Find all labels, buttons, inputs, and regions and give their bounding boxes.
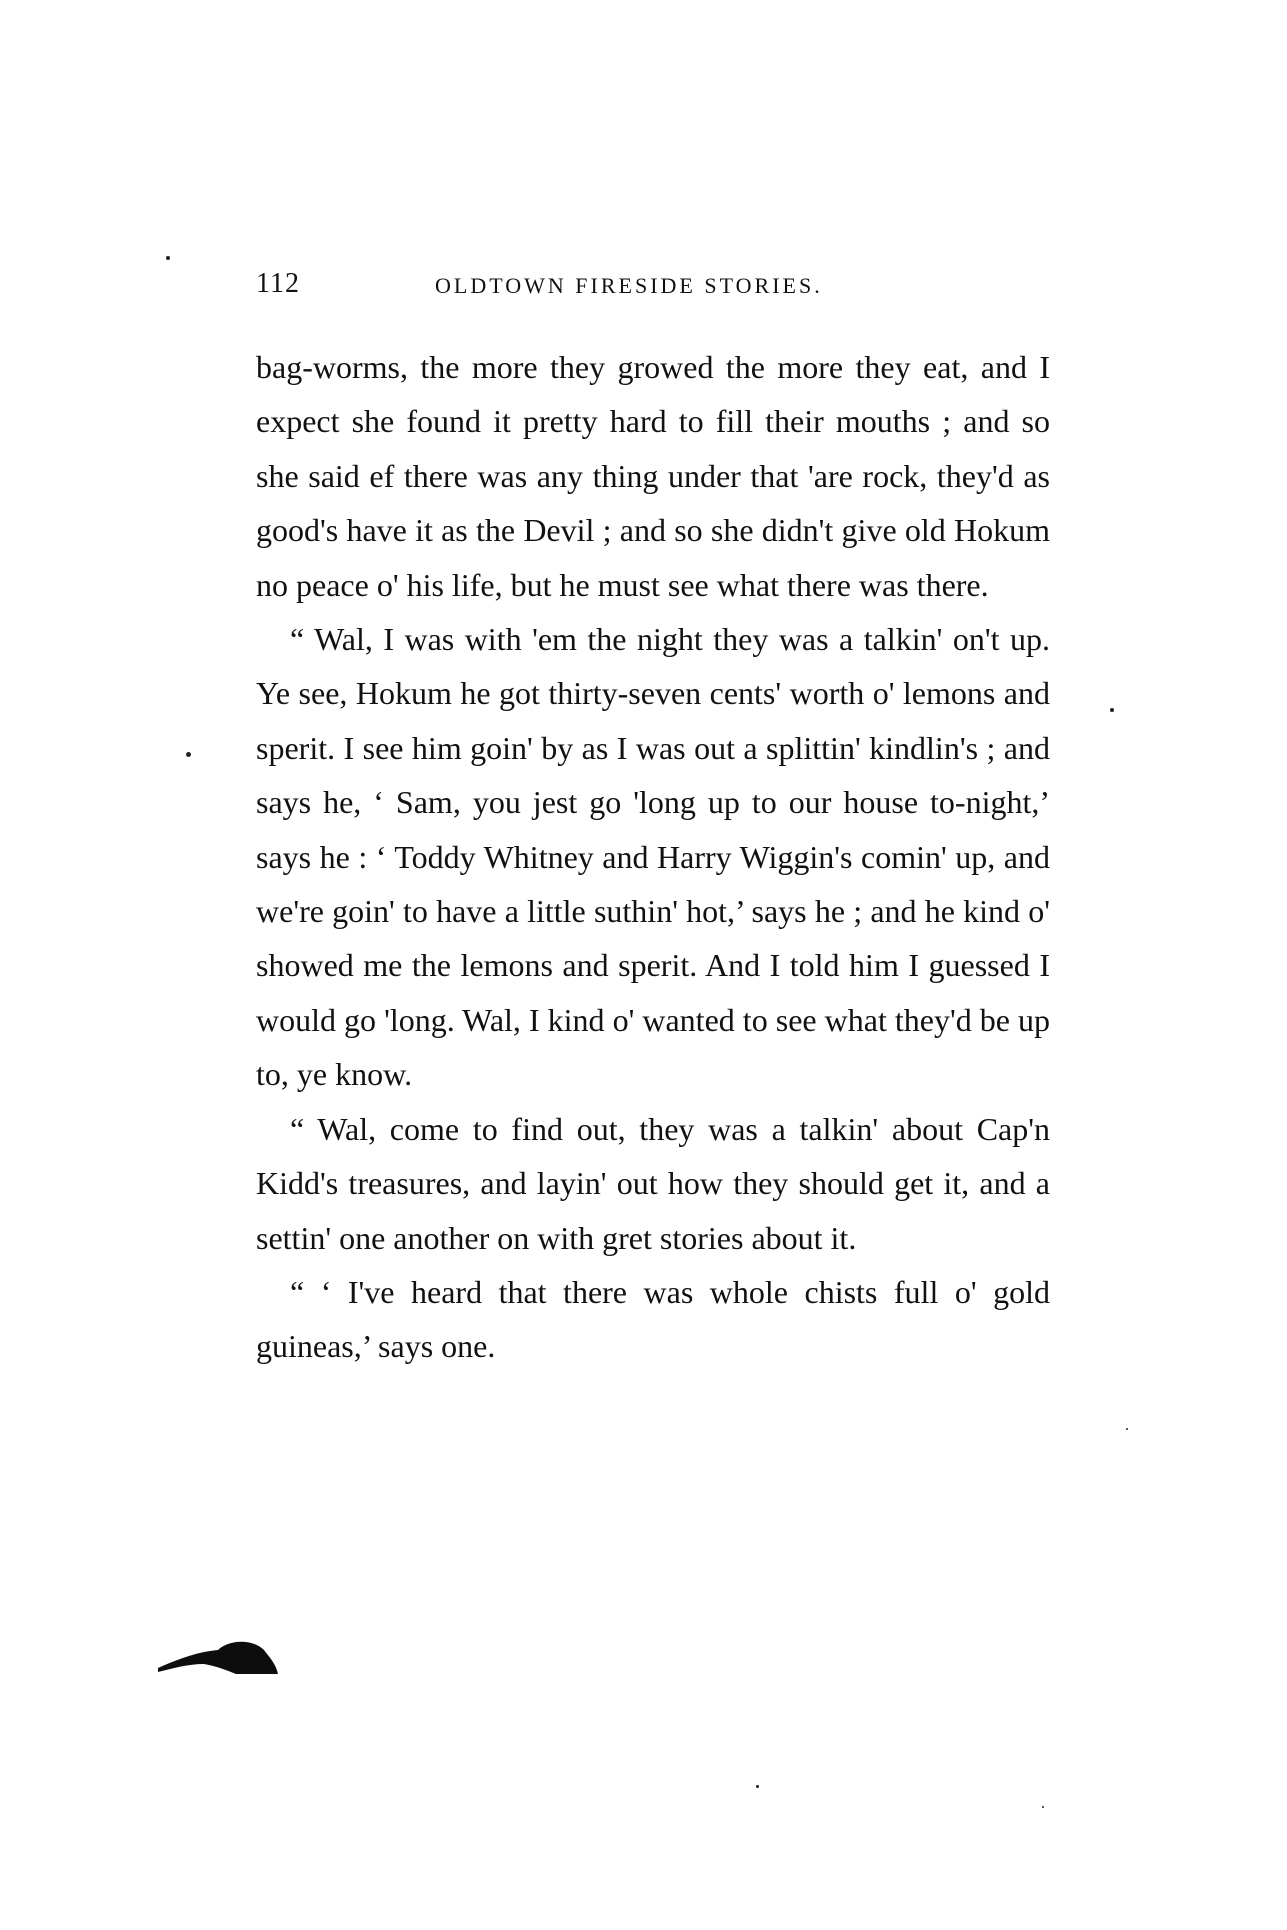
- scan-speck: [186, 752, 191, 757]
- paragraph-4: “ ‘ I've heard that there was whole chists full o' gold guineas,’ says one.: [256, 1273, 1050, 1365]
- body-text: [256, 340, 1050, 1374]
- page-number: 112: [256, 268, 300, 299]
- scan-speck: [1126, 1428, 1128, 1430]
- scan-speck: [166, 256, 170, 260]
- paragraph-2: “ Wal, I was with 'em the night they was a talkin' on't up. Ye see, Hokum he got thirty-seven cents' worth o' lemons and sperit. I see him goin' by as I was out a splittin' kindlin's ; and says he, ‘ Sam, you jest go 'long up to our house to-night,’ says he : ‘ Toddy Whitney and Harry Wiggin's comin' up, and we're goin' to have a little suthin' hot,’ says he ; and he kind o' showed me the lemons and sperit. And I told him I guessed I would go 'long. Wal, I kind o' wanted to see what they'd be up to, ye know.: [256, 621, 1050, 1093]
- scan-speck: [1110, 708, 1114, 712]
- paragraph-1: bag-worms, the more they growed the more they eat, and I expect she found it pretty hard to fill their mouths ; and so she said ef there was any thing under that 'are rock, they'd as good's have it as the Devil ; and so she didn't give old Hokum no peace o' his life, but he must see what there was there.: [256, 349, 1050, 603]
- running-title: OLDTOWN FIRESIDE STORIES.: [435, 273, 823, 298]
- paragraph-3: “ Wal, come to find out, they was a talkin' about Cap'n Kidd's treasures, and layin' out how they should get it, and a settin' one another on with gret stories about it.: [256, 1110, 1050, 1256]
- scan-speck: [1042, 1806, 1044, 1808]
- ink-blot: [156, 1634, 280, 1676]
- scan-speck: [756, 1785, 759, 1788]
- page-header: [256, 268, 1056, 308]
